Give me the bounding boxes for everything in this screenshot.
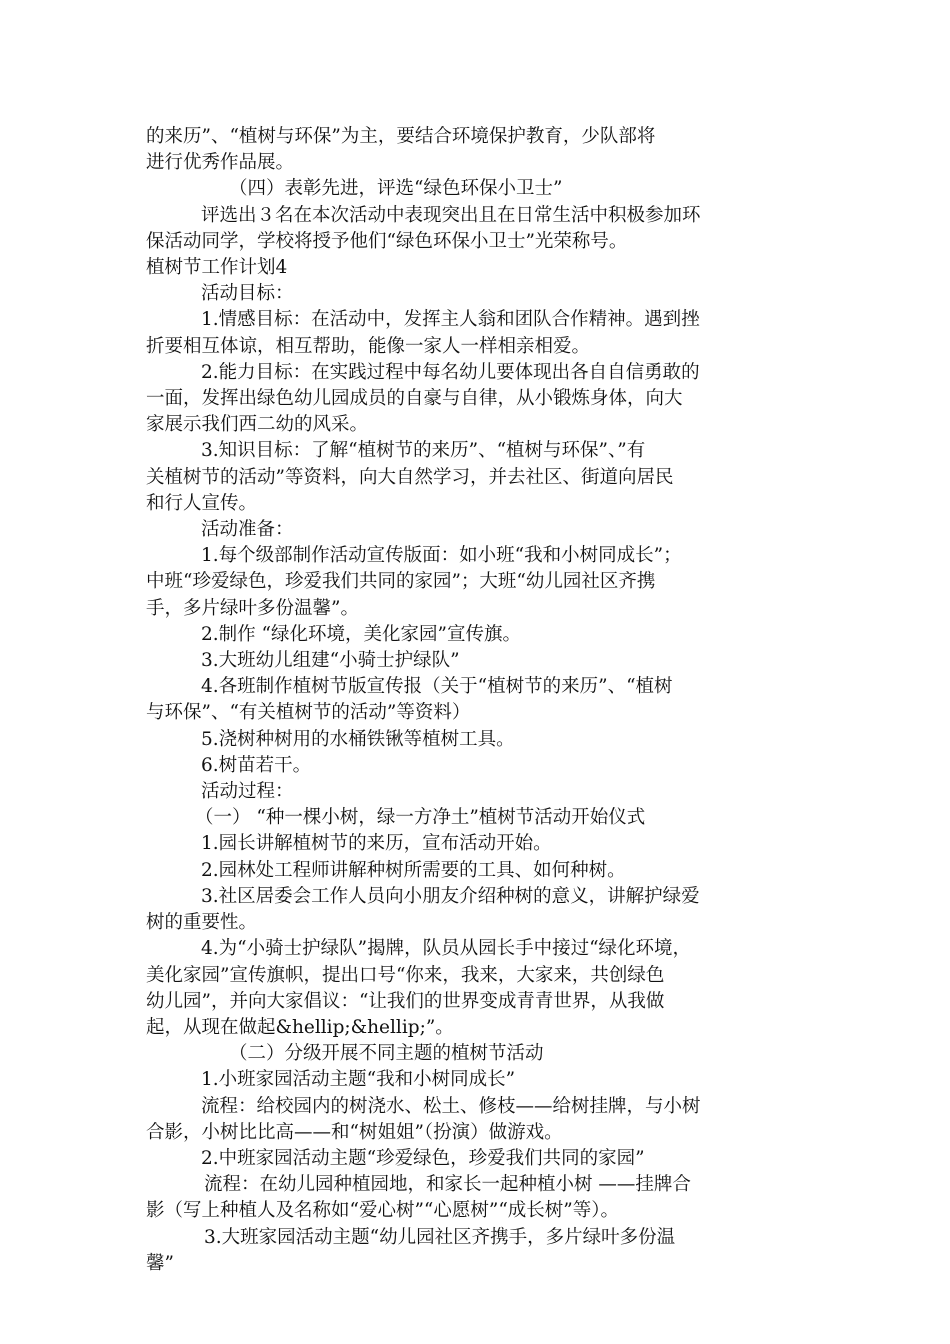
text-line: 5.浇树种树用的水桶铁锹等植树工具。 <box>201 728 515 750</box>
text-line: 与环保”、“有关植树节的活动”等资料） <box>146 702 471 724</box>
section-heading: 活动目标： <box>201 283 294 305</box>
text-line: 和行人宣传。 <box>146 492 258 514</box>
text-line: 3.大班家园活动主题“幼儿园社区齐携手，多片绿叶多份温 <box>204 1226 676 1248</box>
text-line: 中班“珍爱绿色，珍爱我们共同的家园”；大班“幼儿园社区齐携 <box>146 571 656 593</box>
text-line: 关植树节的活动”等资料，向大自然学习，并去社区、街道向居民 <box>146 466 674 488</box>
text-line: 流程：在幼儿园种植园地，和家长一起种植小树 ——挂牌合 <box>204 1174 691 1196</box>
text-line: 3.知识目标：了解“植树节的来历”、“植树与环保”、”有 <box>201 440 646 462</box>
section-heading: （一） “种一棵小树，绿一方净土”植树节活动开始仪式 <box>195 807 646 829</box>
text-line: 2.制作 “绿化环境，美化家园”宣传旗。 <box>201 623 521 645</box>
section-heading: 活动准备： <box>201 519 294 541</box>
section-heading: 活动过程： <box>201 781 294 803</box>
text-line: 美化家园”宣传旗帜，提出口号“你来，我来，大家来，共创绿色 <box>146 964 665 986</box>
text-line: 1.每个级部制作活动宣传版面：如小班“我和小树同成长”； <box>201 545 682 567</box>
text-line: 4.各班制作植树节版宣传报（关于“植树节的来历”、“植树 <box>201 676 673 698</box>
text-line: 3.社区居委会工作人员向小朋友介绍种树的意义，讲解护绿爱 <box>201 885 700 907</box>
text-line: 一面，发挥出绿色幼儿园成员的自豪与自律，从小锻炼身体，向大 <box>146 388 683 410</box>
text-line: 1.情感目标：在活动中，发挥主人翁和团队合作精神。遇到挫 <box>201 309 700 331</box>
text-line: 起，从现在做起&hellip;&hellip;”。 <box>146 1016 454 1038</box>
text-line: 1.小班家园活动主题“我和小树同成长” <box>201 1069 516 1091</box>
text-line: 6.树苗若干。 <box>201 754 312 776</box>
text-line: 树的重要性。 <box>146 912 258 934</box>
text-line: 影（写上种植人及名称如“爱心树”“心愿树”“成长树”等）。 <box>146 1200 619 1222</box>
text-line: 流程：给校园内的树浇水、松土、修枝——给树挂牌，与小树 <box>201 1095 701 1117</box>
section-heading: （二）分级开展不同主题的植树节活动 <box>229 1043 544 1065</box>
text-line: 合影，小树比比高——和“树姐姐”（扮演）做游戏。 <box>146 1121 563 1143</box>
section-heading: （四）表彰先进，评选“绿色环保小卫士” <box>229 178 563 200</box>
text-line: 幼儿园”，并向大家倡议：“让我们的世界变成青青世界，从我做 <box>146 990 665 1012</box>
text-line: 2.园林处工程师讲解种树所需要的工具、如何种树。 <box>201 859 626 881</box>
text-line: 手，多片绿叶多份温馨”。 <box>146 597 359 619</box>
text-line: 4.为“小骑士护绿队”揭牌，队员从园长手中接过“绿化环境， <box>201 938 692 960</box>
text-line: 评选出３名在本次活动中表现突出且在日常生活中积极参加环 <box>201 204 701 226</box>
text-line: 1.园长讲解植树节的来历，宣布活动开始。 <box>201 833 552 855</box>
text-line: 保活动同学，学校将授予他们“绿色环保小卫士”光荣称号。 <box>146 230 628 252</box>
text-line: 2.能力目标：在实践过程中每名幼儿要体现出各自自信勇敢的 <box>201 361 700 383</box>
text-line: 家展示我们西二幼的风采。 <box>146 414 369 436</box>
text-line: 馨” <box>146 1252 174 1274</box>
text-line: 的来历”、“植树与环保”为主，要结合环境保护教育，少队部将 <box>146 126 656 147</box>
document-page <box>146 124 806 1277</box>
text-line: 3.大班幼儿组建“小骑士护绿队” <box>201 650 460 672</box>
text-line: 折要相互体谅，相互帮助，能像一家人一样相亲相爱。 <box>146 335 591 357</box>
text-line: 2.中班家园活动主题“珍爱绿色，珍爱我们共同的家园” <box>201 1147 645 1169</box>
text-line: 进行优秀作品展。 <box>146 152 295 174</box>
document-title: 植树节工作计划4 <box>146 257 288 279</box>
